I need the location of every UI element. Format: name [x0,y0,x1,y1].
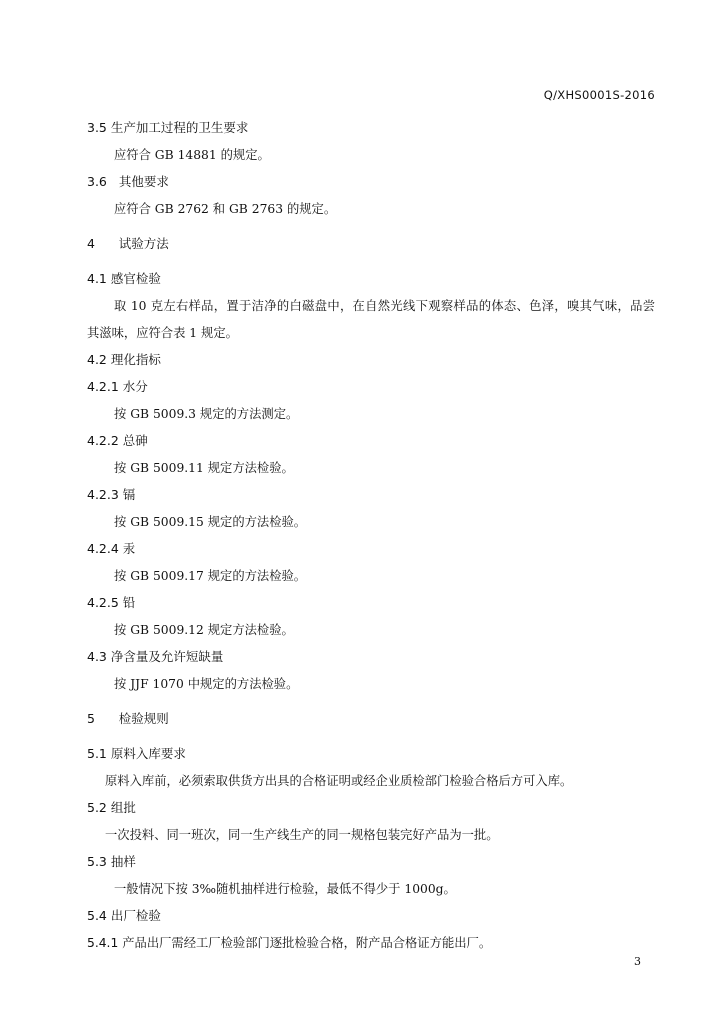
body-text: 其滋味，应符合表 1 规定。 [87,326,238,340]
heading-4-2-4: 4.2.4 汞 [87,541,136,556]
body-text: 应符合 GB 2762 和 GB 2763 的规定。 [114,202,337,216]
heading-4: 4 试验方法 [87,236,169,251]
body-text: 按 GB 5009.3 规定的方法测定。 [114,407,299,421]
heading-4-2-3: 4.2.3 镉 [87,487,136,502]
heading-4-2-1: 4.2.1 水分 [87,379,148,394]
body-text: 一般情况下按 3‰随机抽样进行检验，最低不得少于 1000g。 [114,882,456,896]
body-text: 按 JJF 1070 中规定的方法检验。 [114,677,299,691]
heading-4-2: 4.2 理化指标 [87,352,161,367]
body-text: 按 GB 5009.15 规定的方法检验。 [114,515,307,529]
heading-4-2-2: 4.2.2 总砷 [87,433,148,448]
document-code: Q/XHS0001S-2016 [543,88,655,102]
heading-5-4: 5.4 出厂检验 [87,908,161,923]
heading-5-3: 5.3 抽样 [87,854,136,869]
body-text: 按 GB 5009.17 规定的方法检验。 [114,569,307,583]
body-text: 原料入库前，必须索取供货方出具的合格证明或经企业质检部门检验合格后方可入库。 [105,774,573,788]
body-text: 取 10 克左右样品，置于洁净的白磁盘中，在自然光线下观察样品的体态、色泽，嗅其气味，品尝 [114,299,655,313]
heading-3-5: 3.5 生产加工过程的卫生要求 [87,120,249,135]
body-text: 一次投料、同一班次，同一生产线生产的同一规格包装完好产品为一批。 [105,828,499,842]
page-number: 3 [634,955,641,968]
body-text: 按 GB 5009.11 规定方法检验。 [114,461,294,475]
clause-5-4-1: 5.4.1 产品出厂需经工厂检验部门逐批检验合格，附产品合格证方能出厂。 [87,936,492,950]
heading-5-2: 5.2 组批 [87,800,136,815]
heading-3-6: 3.6 其他要求 [87,174,169,189]
body-text: 应符合 GB 14881 的规定。 [114,148,270,162]
body-text: 按 GB 5009.12 规定方法检验。 [114,623,294,637]
heading-4-3: 4.3 净含量及允许短缺量 [87,649,224,664]
heading-4-1: 4.1 感官检验 [87,271,161,286]
heading-5-1: 5.1 原料入库要求 [87,746,186,761]
heading-5: 5 检验规则 [87,711,169,726]
heading-4-2-5: 4.2.5 铅 [87,595,136,610]
